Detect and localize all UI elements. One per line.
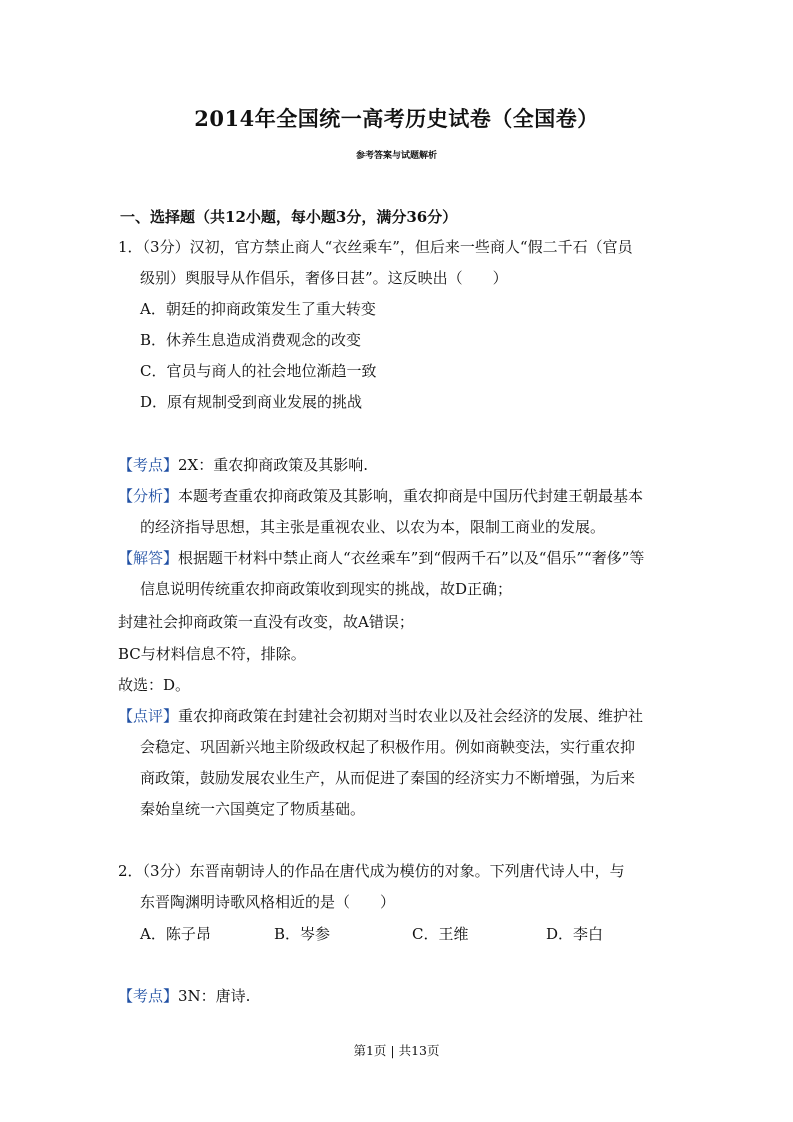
fenxi-tag: 【分析】 [118,487,179,505]
jieda-tag: 【解答】 [118,549,179,567]
q1-option-a: A．朝廷的抑商政策发生了重大转变 [140,300,376,318]
q1-fenxi [118,486,643,506]
kaodian-tag: 【考点】 [118,456,179,474]
fenxi-text-line1: 本题考查重农抑商政策及其影响，重农抑商是中国历代封建王朝最基本 [178,487,644,505]
q1-option-c: C．官员与商人的社会地位渐趋一致 [140,362,377,380]
jieda-text-line3: 封建社会抑商政策一直没有改变，故A错误； [118,613,414,631]
kaodian-text: 3N：唐诗. [178,987,251,1005]
q1-dianping [118,706,643,726]
page-subtitle: 参考答案与试题解析 [355,151,437,161]
q2-option-c: C．王维 [412,925,469,943]
dianping-text-line2: 会稳定、巩固新兴地主阶级政权起了积极作用。例如商鞅变法，实行重农抑 [140,738,636,756]
q2-option-d: D．李白 [546,925,604,943]
section-heading: 一、选择题（共12小题，每小题3分，满分36分） [120,208,458,226]
kaodian-tag: 【考点】 [118,987,179,1005]
q2-stem-line2: 东晋陶渊明诗歌风格相近的是（ ） [140,893,396,911]
q1-stem-line1: 1．（3分）汉初，官方禁止商人“衣丝乘车”，但后来一些商人“假二千石（官员 [118,238,633,256]
jieda-text-line4: BC与材料信息不符，排除。 [118,645,306,663]
q2-kaodian [118,986,250,1006]
jieda-text-line1: 根据题干材料中禁止商人“衣丝乘车”到“假两千石”以及“倡乐”“奢侈”等 [178,549,645,567]
q1-kaodian [118,455,368,475]
jieda-text-line5: 故选：D。 [118,676,191,694]
q1-option-d: D．原有规制受到商业发展的挑战 [140,393,363,411]
dianping-text-line1: 重农抑商政策在封建社会初期对当时农业以及社会经济的发展、维护社 [178,707,644,725]
jieda-text-line2: 信息说明传统重农抑商政策收到现实的挑战，故D正确； [140,580,513,598]
kaodian-text: 2X：重农抑商政策及其影响. [178,456,369,474]
q2-option-a: A．陈子昂 [140,925,211,943]
q1-option-b: B．休养生息造成消费观念的改变 [140,331,362,349]
page-footer: 第1页 | 共13页 [353,1043,440,1058]
dianping-text-line4: 秦始皇统一六国奠定了物质基础。 [140,800,366,818]
dianping-tag: 【点评】 [118,707,179,725]
page-title: 2014年全国统一高考历史试卷（全国卷） [194,106,599,131]
fenxi-text-line2: 的经济指导思想，其主张是重视农业、以农为本，限制工商业的发展。 [140,518,606,536]
q1-jieda [118,548,644,568]
q1-stem-line2: 级别）舆服导从作倡乐，奢侈日甚”。这反映出（ ） [140,269,508,287]
dianping-text-line3: 商政策，鼓励发展农业生产，从而促进了秦国的经济实力不断增强，为后来 [140,769,636,787]
q2-stem-line1: 2．（3分）东晋南朝诗人的作品在唐代成为模仿的对象。下列唐代诗人中，与 [118,862,625,880]
q2-option-b: B．岑参 [274,925,331,943]
